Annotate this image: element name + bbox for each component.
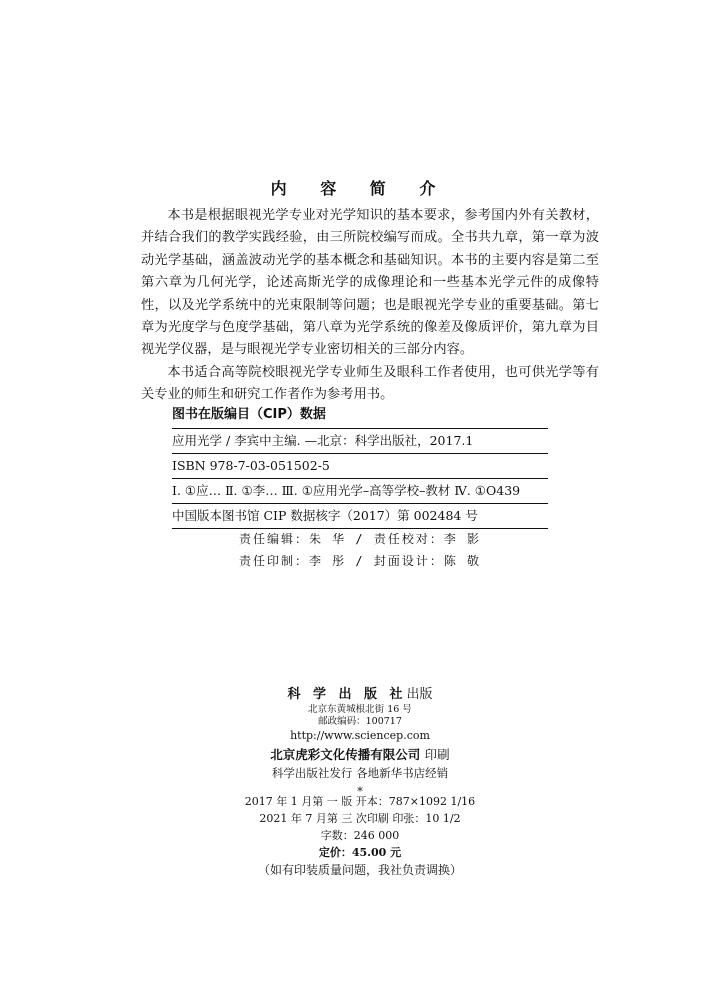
printer-name-suffix: 印刷	[424, 747, 450, 762]
summary-body	[141, 205, 599, 407]
cip-block	[172, 404, 548, 529]
publisher-block	[0, 686, 720, 800]
specs-block	[0, 793, 720, 879]
separator-asterisk: *	[357, 784, 363, 798]
cip-line-classification: Ⅰ. ①应… Ⅱ. ①李… Ⅲ. ①应用光学–高等学校–教材 Ⅳ. ①O439	[172, 479, 548, 504]
distribution-info: 科学出版社发行 各地新华书店经销	[271, 766, 449, 780]
cip-line-book-info: 应用光学 / 李宾中主编. —北京：科学出版社，2017.1	[172, 429, 548, 454]
publisher-url: http://www.sciencep.com	[290, 729, 430, 742]
printing-info: 2021 年 7 月第 三 次印刷 印张：10 1/2	[259, 812, 461, 825]
publisher-name	[0, 686, 720, 704]
cip-line-record-number: 中国版本图书馆 CIP 数据核字（2017）第 002484 号	[172, 504, 548, 529]
cip-line-isbn: ISBN 978-7-03-051502-5	[172, 454, 548, 479]
summary-paragraph: 本书是根据眼视光学专业对光学知识的基本要求，参考国内外有关教材，并结合我们的教学实践经验，由三所院校编写而成。全书共九章，第一章为波动光学基础，涵盖波动光学的基本概念和基础知识。本书的主要内容是第二至第六章为几何光学，论述高斯光学的成像理论和一些基本光学元件的成像特性，以及光学系统中的光束限制等问题；也是眼视光学专业的重要基础。第七章为光度学与色度学基础，第八章为光学系统的像差及像质评价，第九章为目视光学仪器，是与眼视光学专业密切相关的三部分内容。	[141, 208, 599, 358]
credit-editors: 责任编辑：朱 华 / 责任校对：李 影	[238, 532, 482, 546]
cip-title: 图书在版编目（CIP）数据	[172, 404, 548, 429]
printer-name	[0, 746, 720, 764]
publisher-address: 北京东黄城根北街 16 号	[308, 704, 412, 715]
publisher-postcode: 邮政编码：100717	[318, 716, 402, 727]
publisher-name-suffix: 出版	[406, 687, 433, 702]
summary-title: 内 容 简 介	[270, 179, 450, 198]
word-count: 字数：246 000	[320, 829, 400, 842]
quality-notice: （如有印装质量问题，我社负责调换）	[257, 863, 462, 877]
publisher-name-text: 科 学 出 版 社	[287, 687, 407, 702]
credits-block	[172, 528, 548, 572]
credit-printing-cover: 责任印制：李 彤 / 封面设计：陈 敬	[238, 554, 482, 568]
summary-paragraph: 本书适合高等院校眼视光学专业师生及眼科工作者使用，也可供光学等有关专业的师生和研究工作者作为参考用书。	[141, 364, 599, 403]
price: 定价：45.00 元	[318, 846, 402, 859]
printer-name-text: 北京虎彩文化传播有限公司	[270, 747, 421, 762]
edition-info: 2017 年 1 月第 一 版 开本：787×1092 1/16	[244, 795, 476, 808]
